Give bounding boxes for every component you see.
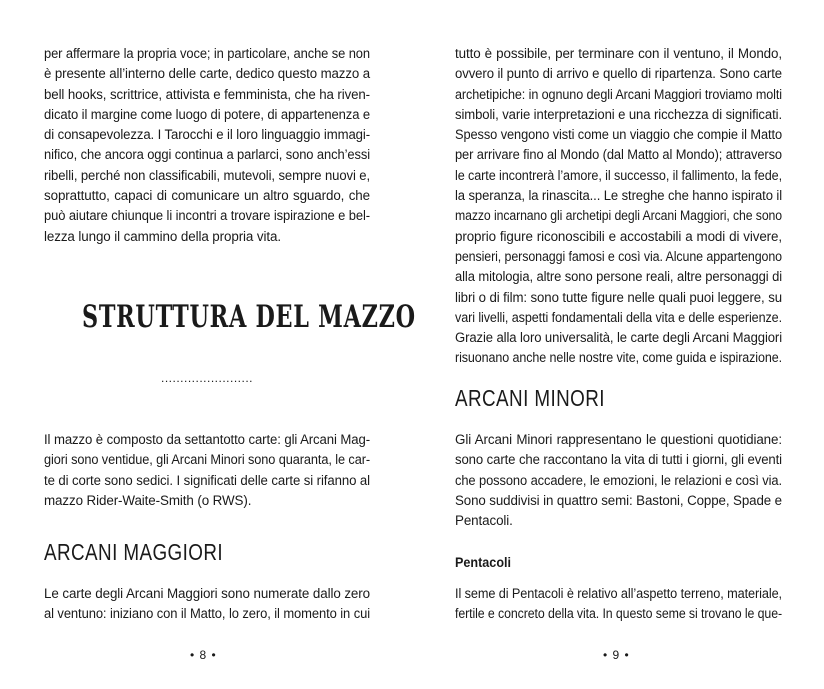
- text-line: Gli Arcani Minori rappresentano le questioni quotidiane:: [455, 432, 782, 447]
- text-line: dicato il margine come luogo di potere, di appartenenza e: [44, 106, 370, 122]
- text-line: Sono suddivisi in quattro semi: Bastoni, Coppe, Spade e: [455, 492, 782, 508]
- text-line: nifico, che ancora oggi continua a parlarci, sono anch’essi: [44, 147, 370, 163]
- text-line: può aiutare chiunque li incontri a trovare ispirazione e bel-: [44, 208, 370, 224]
- intro-paragraph: [455, 44, 782, 369]
- page-number: • 8 •: [190, 648, 217, 662]
- text-line: le carte incontrerà l’amore, il successo, il fallimento, la fede,: [455, 167, 782, 183]
- text-line: soprattutto, capaci di comunicare un altro sguardo, che: [44, 188, 370, 204]
- text-line: Grazie alla loro universalità, le carte degli Arcani Maggiori: [455, 330, 782, 346]
- maggiori-paragraph: [44, 584, 370, 625]
- text-line: mazzo Rider-Waite-Smith (o RWS).: [44, 492, 252, 508]
- text-line: te di corte sono sedici. I significati delle carte si rifanno al: [44, 472, 370, 488]
- subsection-title-pentacoli: Pentacoli: [455, 554, 512, 570]
- text-line: sono carte che raccontano la vita di tutti i giorni, gli eventi: [455, 452, 782, 468]
- text-line: per affermare la propria voce; in particolare, anche se non: [44, 46, 370, 61]
- text-line: che possono accadere, le emozioni, le relazioni e così via.: [455, 472, 782, 488]
- text-line: giori sono ventidue, gli Arcani Minori sono quaranta, le car-: [44, 452, 370, 468]
- text-line: archetipiche: in ognuno degli Arcani Maggiori troviamo molti: [455, 86, 782, 102]
- text-line: Pentacoli.: [455, 513, 513, 529]
- text-line: è presente all’interno delle carte, dedico questo mazzo a: [44, 66, 370, 82]
- text-line: per arrivare fino al Mondo (dal Matto al Mondo); attraverso: [455, 147, 782, 163]
- text-line: Il mazzo è composto da settantotto carte: gli Arcani Mag-: [44, 432, 370, 447]
- text-line: lezza lungo il cammino della propria vita.: [44, 228, 281, 244]
- text-line: risuonano anche nelle nostre vite, come guida e ispirazione.: [455, 350, 782, 366]
- structure-paragraph: [44, 430, 370, 511]
- intro-paragraph: [44, 44, 370, 247]
- text-line: bell hooks, scrittrice, attivista e femminista, che ha riven-: [44, 86, 370, 102]
- text-line: la speranza, la rinascita... Le streghe che hanno ispirato il: [455, 188, 782, 204]
- text-line: pensieri, personaggi famosi e così via. Alcune appartengono: [455, 248, 782, 264]
- text-line: Il seme di Pentacoli è relativo all’aspetto terreno, materiale,: [455, 586, 782, 601]
- text-line: alla mitologia, altre sono persone reali, altre personaggi di: [455, 269, 782, 285]
- chapter-title: STRUTTURA DEL MAZZO: [82, 299, 416, 335]
- text-line: tutto è possibile, per terminare con il ventuno, il Mondo,: [455, 46, 782, 61]
- text-line: libri o di film: sono tutte figure nelle quali puoi leggere, su: [455, 289, 782, 305]
- section-title-arcani-minori: ARCANI MINORI: [455, 385, 605, 411]
- right-page: [412, 0, 824, 689]
- text-line: Spesso vengono visti come un viaggio che compie il Matto: [455, 127, 782, 143]
- pentacoli-paragraph: [455, 584, 782, 625]
- text-line: al ventuno: iniziano con il Matto, lo zero, il momento in cui: [44, 606, 370, 622]
- text-line: ovvero il punto di arrivo e quello di ripartenza. Sono carte: [455, 66, 782, 82]
- text-line: proprio figure riconoscibili e accostabili a modi di vivere,: [455, 228, 782, 244]
- page-number: • 9 •: [603, 648, 630, 662]
- text-line: ribelli, perché non classificabili, mutevoli, sempre nuovi e,: [44, 167, 370, 183]
- text-line: vari livelli, aspetti fondamentali della vita e delle esperienze.: [455, 309, 782, 325]
- chapter-divider-dots: ........................: [161, 371, 254, 385]
- text-line: simboli, varie interpretazioni e una ricchezza di significati.: [455, 106, 782, 122]
- text-line: Le carte degli Arcani Maggiori sono numerate dallo zero: [44, 586, 370, 601]
- text-line: di consapevolezza. I Tarocchi e il loro linguaggio immagi-: [44, 127, 370, 143]
- text-line: mazzo incarnano gli archetipi degli Arcani Maggiori, che sono: [455, 208, 782, 224]
- minori-paragraph: [455, 430, 782, 531]
- section-title-arcani-maggiori: ARCANI MAGGIORI: [44, 539, 224, 565]
- text-line: fertile e concreto della vita. In questo seme si trovano le que-: [455, 606, 782, 622]
